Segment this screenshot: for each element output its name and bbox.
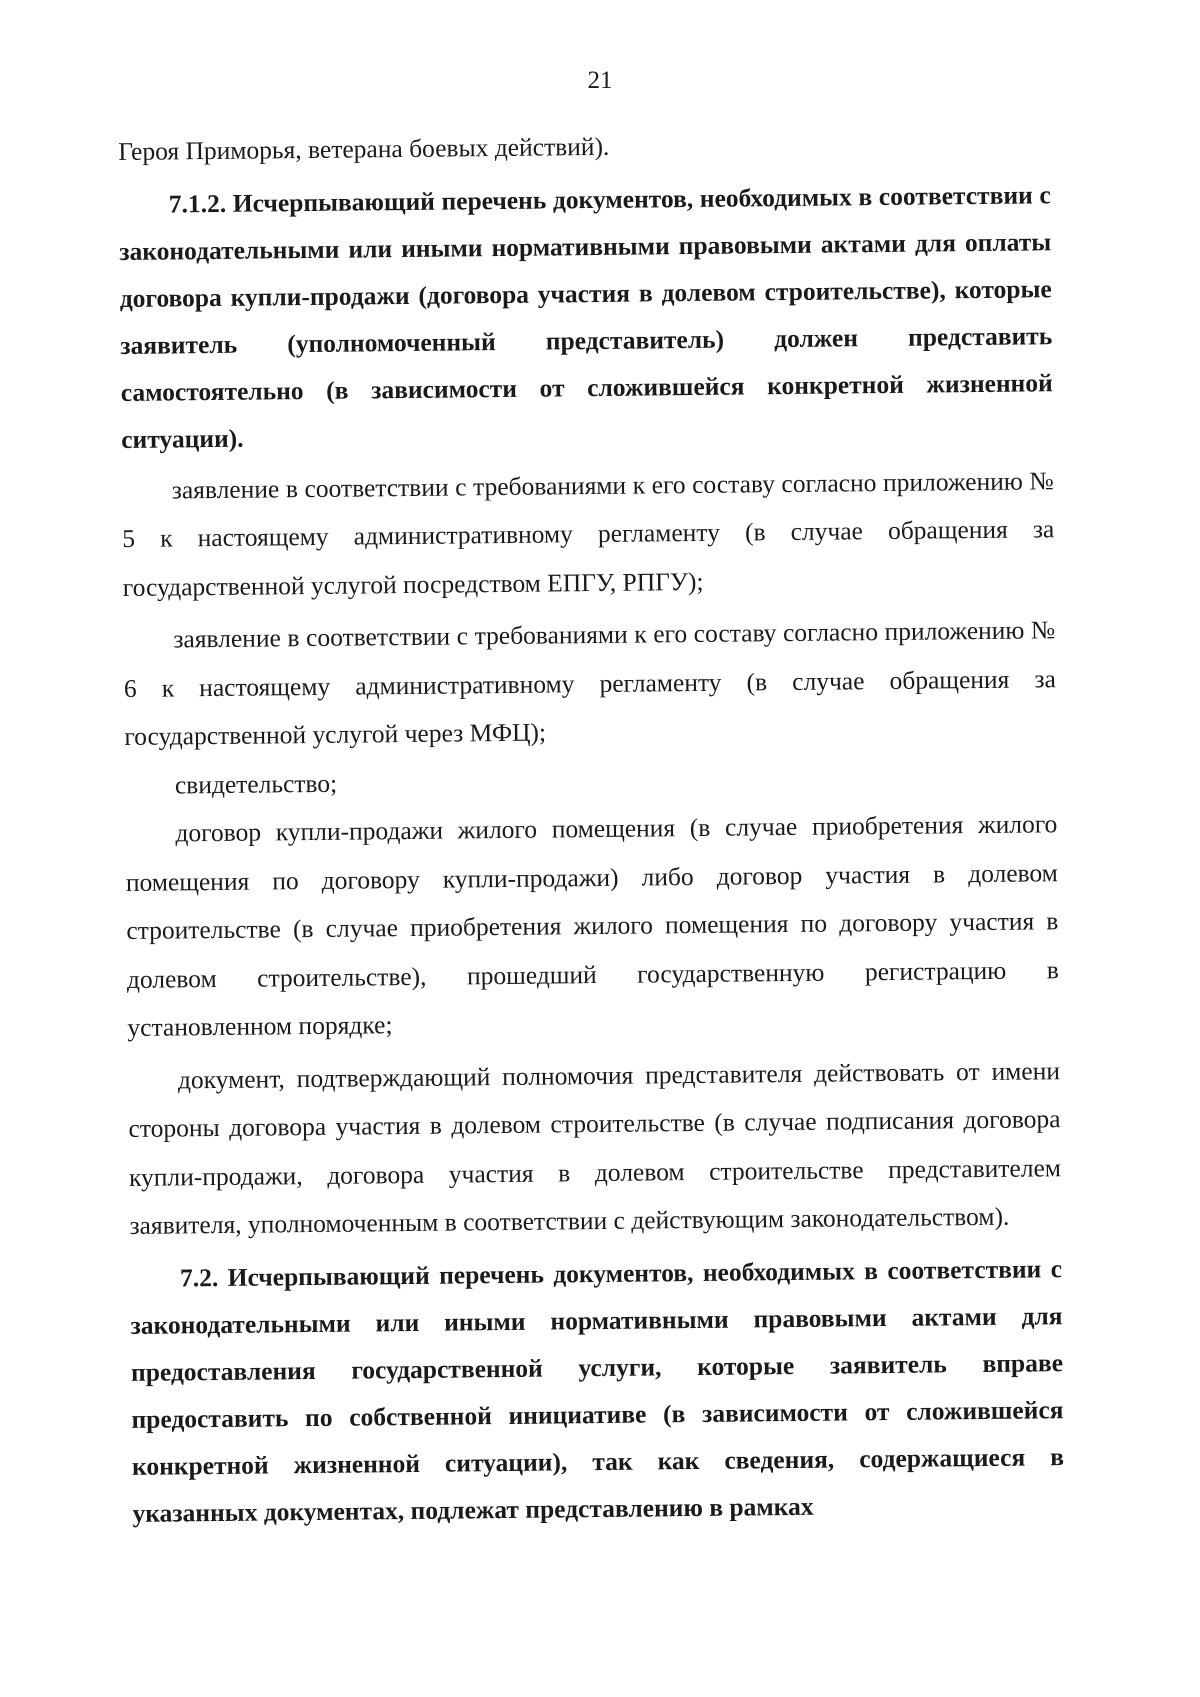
list-item-authority-document: документ, подтверждающий полномочия представителя действовать от имени стороны договора участия в долевом строительстве (в случае подписания договора купли-продажи, договора участия в долевом строительстве представителем заявителя, уполномоченным в соответствии с действующим законодательством). <box>128 1055 1062 1240</box>
section-heading-7-1-2: 7.1.2. Исчерпывающий перечень документов, необходимых в соответствии с законодательными или иными нормативными правовыми актами для оплаты договора купли-продажи (договора участия в долевом строительстве), которые заявитель (уполномоченный представитель) должен представить самостоятельно (в зависимости от сложившейся конкретной жизненной ситуации). <box>119 179 1053 454</box>
paragraph-continuation: Героя Приморья, ветерана боевых действий). <box>118 131 610 166</box>
document-body <box>118 118 1065 1536</box>
list-item-application-mfc: заявление в соответствии с требованиями к его составу согласно приложению № 6 к настоящему административному регламенту (в случае обращения за государственной услугой через МФЦ); <box>123 615 1056 751</box>
list-item-contract: договор купли-продажи жилого помещения (в случае приобретения жилого помещения по договору купли-продажи) либо договор участия в долевом строительстве (в случае приобретения жилого помещения по договору участия в долевом строительстве), прошедший государственную регистрацию в установленном порядке; <box>125 809 1060 1042</box>
page-number: 21 <box>587 67 613 94</box>
list-item-certificate: свидетельство; <box>174 768 338 799</box>
section-heading-7-2: 7.2. Исчерпывающий перечень документов, необходимых в соответствии с законодательными или иными нормативными правовыми актами для предоставления государственной услуги, которые заявитель вправе предоставить по собственной инициативе (в зависимости от сложившейся конкретной жизненной ситуации), так как сведения, содержащиеся в указанных документах, подлежат представлению в рамках <box>130 1253 1065 1528</box>
list-item-application-epgu: заявление в соответствии с требованиями к его составу согласно приложению № 5 к настоящему административному регламенту (в случае обращения за государственной услугой посредством ЕПГУ, РПГУ); <box>122 465 1055 602</box>
